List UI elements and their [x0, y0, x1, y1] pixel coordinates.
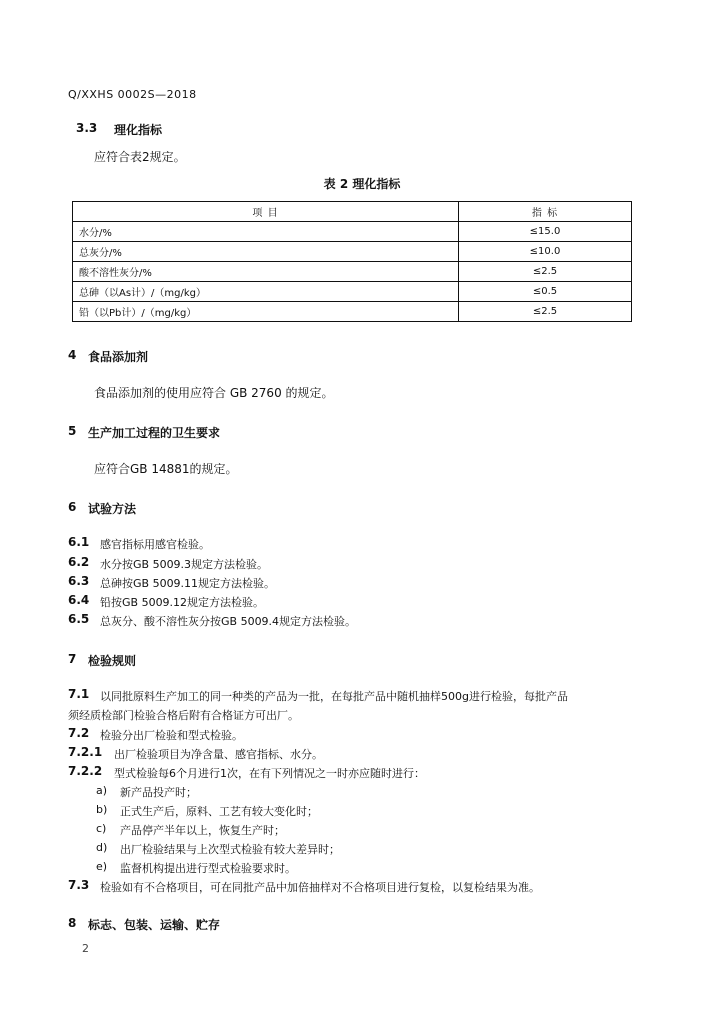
row-value: ≤2.5: [459, 262, 632, 282]
section-3-3-title: 理化指标: [114, 123, 163, 137]
list-label-e: e): [96, 860, 108, 873]
table-row: [73, 282, 632, 302]
item-7-2-2-number: 7.2.2: [68, 764, 103, 778]
section-8-title: 标志、包装、运输、贮存: [88, 918, 221, 932]
item-7-3-number: 7.3: [68, 878, 90, 892]
row-value: ≤2.5: [459, 302, 632, 322]
row-value: ≤15.0: [459, 222, 632, 242]
item-6-3-number: 6.3: [68, 574, 90, 588]
section-4-body: 食品添加剂的使用应符合 GB 2760 的规定。: [94, 386, 334, 400]
section-4-number: 4: [68, 348, 77, 362]
item-6-5-number: 6.5: [68, 612, 90, 626]
section-4-title: 食品添加剂: [88, 350, 149, 364]
table-caption: 表 2 理化指标: [323, 177, 401, 191]
list-label-d: d): [96, 841, 108, 854]
item-7-3-text: 检验如有不合格项目，可在同批产品中加倍抽样对不合格项目进行复检，以复检结果为准。: [100, 881, 540, 894]
row-item: 总灰分/%: [73, 242, 459, 262]
section-3-3-body: 应符合表2规定。: [94, 150, 186, 164]
header-item: 项 目: [73, 202, 459, 222]
item-6-3-text: 总砷按GB 5009.11规定方法检验。: [100, 577, 276, 590]
list-label-b: b): [96, 803, 108, 816]
list-label-a: a): [96, 784, 108, 797]
standard-number: Q/XXHS 0002S—2018: [68, 88, 197, 101]
item-7-1-line1: 以同批原料生产加工的同一种类的产品为一批，在每批产品中随机抽样500g进行检验，每批产品: [100, 690, 568, 703]
row-value: ≤10.0: [459, 242, 632, 262]
table-row: [73, 242, 632, 262]
row-item: 酸不溶性灰分/%: [73, 262, 459, 282]
list-label-c: c): [96, 822, 107, 835]
section-6-number: 6: [68, 500, 77, 514]
item-7-1-number: 7.1: [68, 687, 90, 701]
item-6-1-text: 感官指标用感官检验。: [100, 538, 210, 551]
item-7-2-1-text: 出厂检验项目为净含量、感官指标、水分。: [114, 748, 323, 761]
item-7-2-1-number: 7.2.1: [68, 745, 103, 759]
list-item-d: 出厂检验结果与上次型式检验有较大差异时；: [120, 843, 340, 856]
list-item-e: 监督机构提出进行型式检验要求时。: [120, 862, 296, 875]
row-item: 铅（以Pb计）/（mg/kg）: [73, 302, 459, 322]
list-item-c: 产品停产半年以上，恢复生产时；: [120, 824, 285, 837]
section-7-title: 检验规则: [88, 654, 137, 668]
section-6-title: 试验方法: [88, 502, 137, 516]
row-value: ≤0.5: [459, 282, 632, 302]
section-8-number: 8: [68, 916, 77, 930]
item-6-4-text: 铅按GB 5009.12规定方法检验。: [100, 596, 265, 609]
list-item-b: 正式生产后，原料、工艺有较大变化时；: [120, 805, 318, 818]
table-row: [73, 262, 632, 282]
list-item-a: 新产品投产时；: [120, 786, 197, 799]
item-6-4-number: 6.4: [68, 593, 90, 607]
table-row: [73, 222, 632, 242]
item-7-1-line2: 须经质检部门检验合格后附有合格证方可出厂。: [68, 709, 299, 722]
section-5-title: 生产加工过程的卫生要求: [88, 426, 221, 440]
header-value: 指 标: [459, 202, 632, 222]
section-7-number: 7: [68, 652, 77, 666]
row-item: 水分/%: [73, 222, 459, 242]
section-5-body: 应符合GB 14881的规定。: [94, 462, 238, 476]
table-header-row: [73, 202, 632, 222]
page-number: 2: [82, 942, 89, 955]
section-5-number: 5: [68, 424, 77, 438]
item-7-2-text: 检验分出厂检验和型式检验。: [100, 729, 243, 742]
item-6-2-text: 水分按GB 5009.3规定方法检验。: [100, 558, 269, 571]
item-6-2-number: 6.2: [68, 555, 90, 569]
section-3-3-number: 3.3: [76, 121, 98, 135]
row-item: 总砷（以As计）/（mg/kg）: [73, 282, 459, 302]
item-6-5-text: 总灰分、酸不溶性灰分按GB 5009.4规定方法检验。: [100, 615, 357, 628]
item-6-1-number: 6.1: [68, 535, 90, 549]
physicochemical-table: [72, 201, 632, 322]
table-row: [73, 302, 632, 322]
item-7-2-number: 7.2: [68, 726, 90, 740]
item-7-2-2-text: 型式检验每6个月进行1次，在有下列情况之一时亦应随时进行：: [114, 767, 425, 780]
